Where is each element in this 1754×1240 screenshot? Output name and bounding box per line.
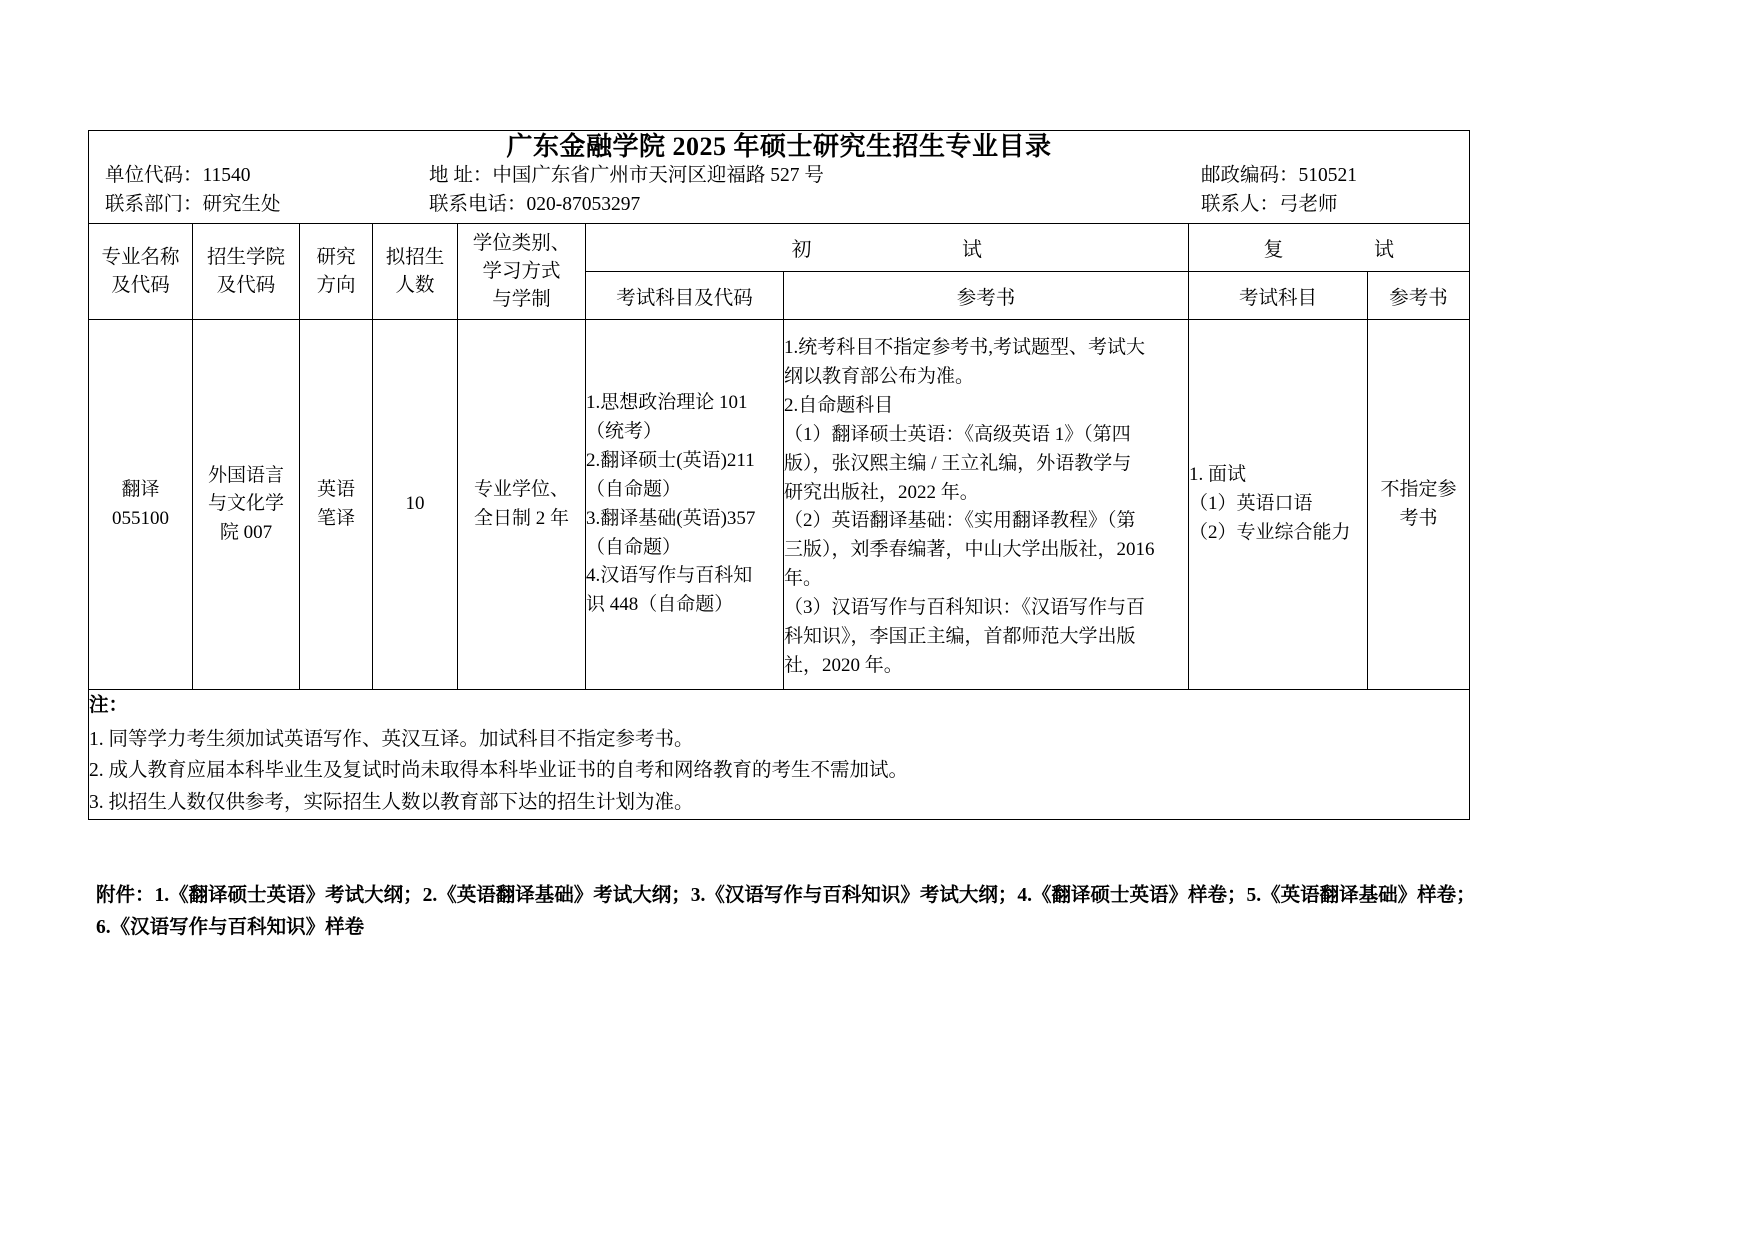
header-major: 专业名称 及代码 bbox=[89, 224, 193, 320]
address: 地 址：中国广东省广州市天河区迎福路 527 号 bbox=[429, 165, 824, 187]
notes-cell bbox=[89, 690, 1470, 819]
cell-degree-type: 专业学位、 全日制 2 年 bbox=[458, 320, 586, 690]
header-quota: 拟招生 人数 bbox=[373, 224, 458, 320]
notes-row bbox=[89, 690, 1470, 819]
table-row bbox=[89, 320, 1470, 690]
exam-subject-list: 1.思想政治理论 101 （统考） 2.翻译硕士(英语)211 （自命题） 3.翻译基础(英语)357 （自命题） 4.汉语写作与百科知 识 448（自命题） bbox=[586, 392, 756, 616]
header-reference-books: 参考书 bbox=[784, 272, 1189, 320]
contact-phone: 联系电话：020-87053297 bbox=[429, 193, 641, 215]
info-row-2 bbox=[89, 191, 1470, 224]
header-second-reference-books: 参考书 bbox=[1368, 272, 1470, 320]
cell-second-reference-books: 不指定参 考书 bbox=[1368, 320, 1470, 690]
info-row-1 bbox=[89, 162, 1470, 191]
header-college: 招生学院 及代码 bbox=[193, 224, 300, 320]
cell-quota: 10 bbox=[373, 320, 458, 690]
contact-department: 联系部门：研究生处 bbox=[105, 193, 281, 215]
header-second-exam-group: 复 试 bbox=[1189, 224, 1470, 272]
note-item: 3. 拟招生人数仅供参考，实际招生人数以教育部下达的招生计划为准。 bbox=[89, 791, 694, 813]
info-cell-2 bbox=[89, 191, 1470, 224]
header-degree-type: 学位类别、 学习方式 与学制 bbox=[458, 224, 586, 320]
appendix-line-2: 6.《汉语写作与百科知识》样卷 bbox=[96, 917, 365, 939]
header-first-exam-group: 初 试 bbox=[586, 224, 1189, 272]
header-second-exam-subject: 考试科目 bbox=[1189, 272, 1368, 320]
notes-title: 注： bbox=[89, 695, 129, 717]
note-item: 1. 同等学力考生须加试英语写作、英汉互译。加试科目不指定参考书。 bbox=[89, 728, 694, 750]
appendix-section bbox=[96, 880, 1476, 944]
cell-reference-books bbox=[784, 320, 1189, 690]
unit-code: 单位代码：11540 bbox=[105, 165, 251, 187]
info-cell-1 bbox=[89, 162, 1470, 191]
cell-college: 外国语言 与文化学 院 007 bbox=[193, 320, 300, 690]
cell-major: 翻译 055100 bbox=[89, 320, 193, 690]
cell-direction: 英语 笔译 bbox=[300, 320, 373, 690]
title-row bbox=[89, 131, 1470, 163]
appendix-line-1: 附件：1.《翻译硕士英语》考试大纲；2.《英语翻译基础》考试大纲；3.《汉语写作与百科知识》考试大纲；4.《翻译硕士英语》样卷；5.《英语翻译基础》样卷； bbox=[96, 885, 1476, 906]
contact-person: 联系人：弓老师 bbox=[1201, 193, 1338, 215]
postcode: 邮政编码：510521 bbox=[1201, 165, 1358, 187]
reference-book-list: 1.统考科目不指定参考书,考试题型、考试大 纲以教育部公布为准。 2.自命题科目 （1）翻译硕士英语：《高级英语 1》（第四 版），张汉熙主编 / 王立礼编，外语教学与 研究出版社，2022 年。 （2）英语翻译基础：《实用翻译教程》（第 三版），刘季春编著，中山大学出版社，2016 年。 （3）汉语写作与百科知识：《汉语写作与百 科知识》，李国正主编，首都师范大学出版 社，2020 年。 bbox=[784, 337, 1155, 676]
cell-second-exam-subjects bbox=[1189, 320, 1368, 690]
admissions-catalog-table bbox=[88, 130, 1470, 820]
header-exam-subject-code: 考试科目及代码 bbox=[586, 272, 784, 320]
cell-exam-subjects bbox=[586, 320, 784, 690]
header-direction: 研究 方向 bbox=[300, 224, 373, 320]
second-exam-subject-list: 1. 面试 （1）英语口语 （2）专业综合能力 bbox=[1189, 464, 1351, 544]
table-header-row-1 bbox=[89, 224, 1470, 272]
note-item: 2. 成人教育应届本科毕业生及复试时尚未取得本科毕业证书的自考和网络教育的考生不需加试。 bbox=[89, 760, 909, 782]
page-title: 广东金融学院 2025 年硕士研究生招生专业目录 bbox=[506, 132, 1052, 161]
title-cell bbox=[89, 131, 1470, 163]
